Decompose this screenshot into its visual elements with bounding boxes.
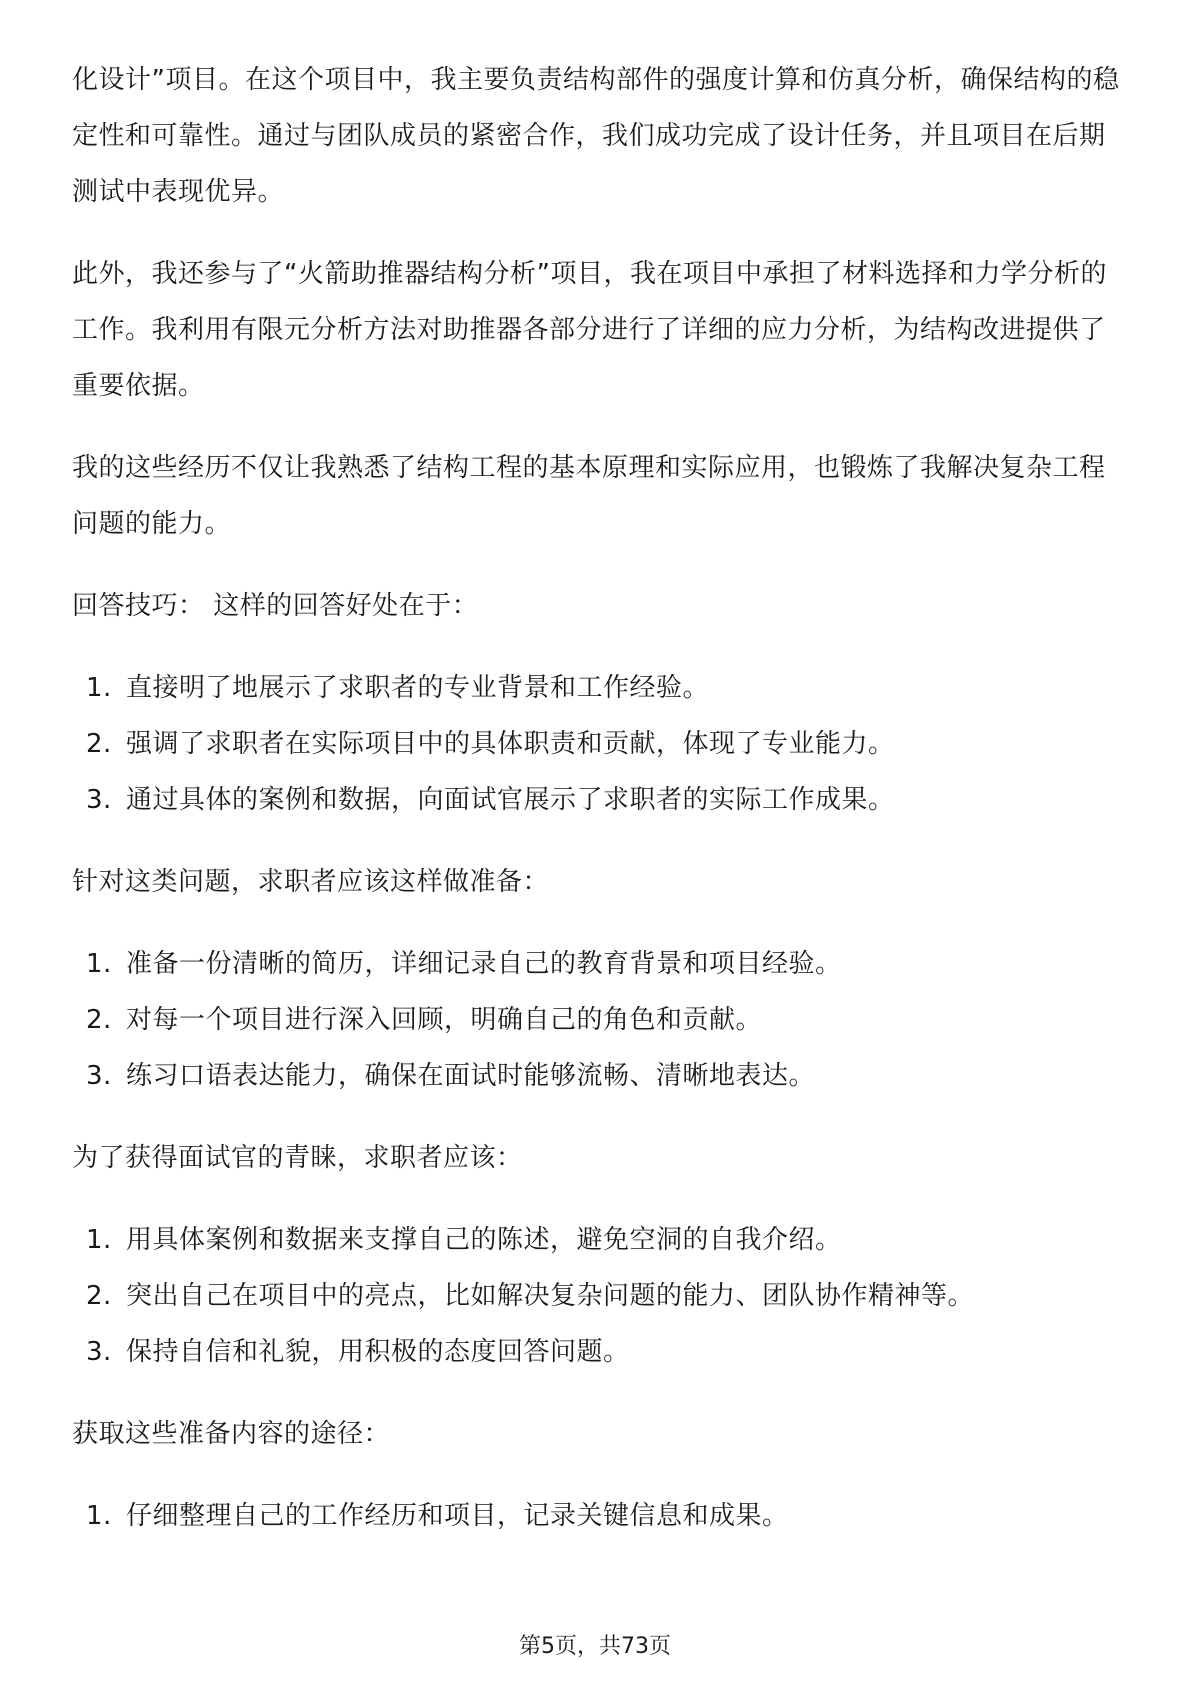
list-number: 1.: [86, 673, 112, 703]
list-item: [72, 1048, 1122, 1104]
page-number: 第5页，共73页: [519, 1634, 671, 1659]
source-list: [72, 1488, 1122, 1544]
list-item-text: 突出自己在项目中的亮点，比如解决复杂问题的能力、团队协作精神等。: [126, 1281, 975, 1311]
paragraph-summary: 我的这些经历不仅让我熟悉了结构工程的基本原理和实际应用，也锻炼了我解决复杂工程问题的能力。: [72, 453, 1106, 539]
list-number: 1.: [86, 1225, 112, 1255]
list-number: 2.: [86, 1005, 112, 1035]
list-item-text: 保持自信和礼貌，用积极的态度回答问题。: [126, 1337, 630, 1367]
list-item: [72, 1212, 1122, 1268]
list-item: [72, 992, 1122, 1048]
favor-heading: 为了获得面试官的青睐，求职者应该：: [72, 1143, 523, 1173]
prep-heading: 针对这类问题，求职者应该这样做准备：: [72, 867, 550, 897]
prep-list: [72, 936, 1122, 1104]
list-item-text: 通过具体的案例和数据，向面试官展示了求职者的实际工作成果。: [126, 785, 895, 815]
list-item: [72, 1324, 1122, 1380]
list-item: [72, 660, 1122, 716]
list-number: 3.: [86, 1061, 112, 1091]
list-item: [72, 716, 1122, 772]
list-item: [72, 1268, 1122, 1324]
list-item-text: 对每一个项目进行深入回顾，明确自己的角色和贡献。: [126, 1005, 763, 1035]
source-heading: 获取这些准备内容的途径：: [72, 1419, 391, 1449]
list-item-text: 练习口语表达能力，确保在面试时能够流畅、清晰地表达。: [126, 1061, 816, 1091]
list-item: [72, 1488, 1122, 1544]
favor-list: [72, 1212, 1122, 1380]
list-item-text: 强调了求职者在实际项目中的具体职责和贡献，体现了专业能力。: [126, 729, 895, 759]
list-number: 1.: [86, 949, 112, 979]
paragraph-project-1: 化设计”项目。在这个项目中，我主要负责结构部件的强度计算和仿真分析，确保结构的稳定性和可靠性。通过与团队成员的紧密合作，我们成功完成了设计任务，并且项目在后期测试中表现优异。: [72, 65, 1120, 207]
tips-list: [72, 660, 1122, 828]
page-content: [72, 52, 1122, 1570]
list-number: 3.: [86, 785, 112, 815]
list-item-text: 仔细整理自己的工作经历和项目，记录关键信息和成果。: [126, 1501, 789, 1531]
list-number: 2.: [86, 1281, 112, 1311]
tips-heading: 回答技巧： 这样的回答好处在于：: [72, 591, 479, 621]
list-item-text: 准备一份清晰的简历，详细记录自己的教育背景和项目经验。: [126, 949, 842, 979]
list-item: [72, 772, 1122, 828]
list-item-text: 用具体案例和数据来支撑自己的陈述，避免空洞的自我介绍。: [126, 1225, 842, 1255]
list-number: 3.: [86, 1337, 112, 1367]
list-item-text: 直接明了地展示了求职者的专业背景和工作经验。: [126, 673, 710, 703]
paragraph-project-2: 此外，我还参与了“火箭助推器结构分析”项目，我在项目中承担了材料选择和力学分析的工作。我利用有限元分析方法对助推器各部分进行了详细的应力分析，为结构改进提供了重要依据。: [72, 259, 1107, 401]
list-number: 2.: [86, 729, 112, 759]
list-item: [72, 936, 1122, 992]
list-number: 1.: [86, 1501, 112, 1531]
